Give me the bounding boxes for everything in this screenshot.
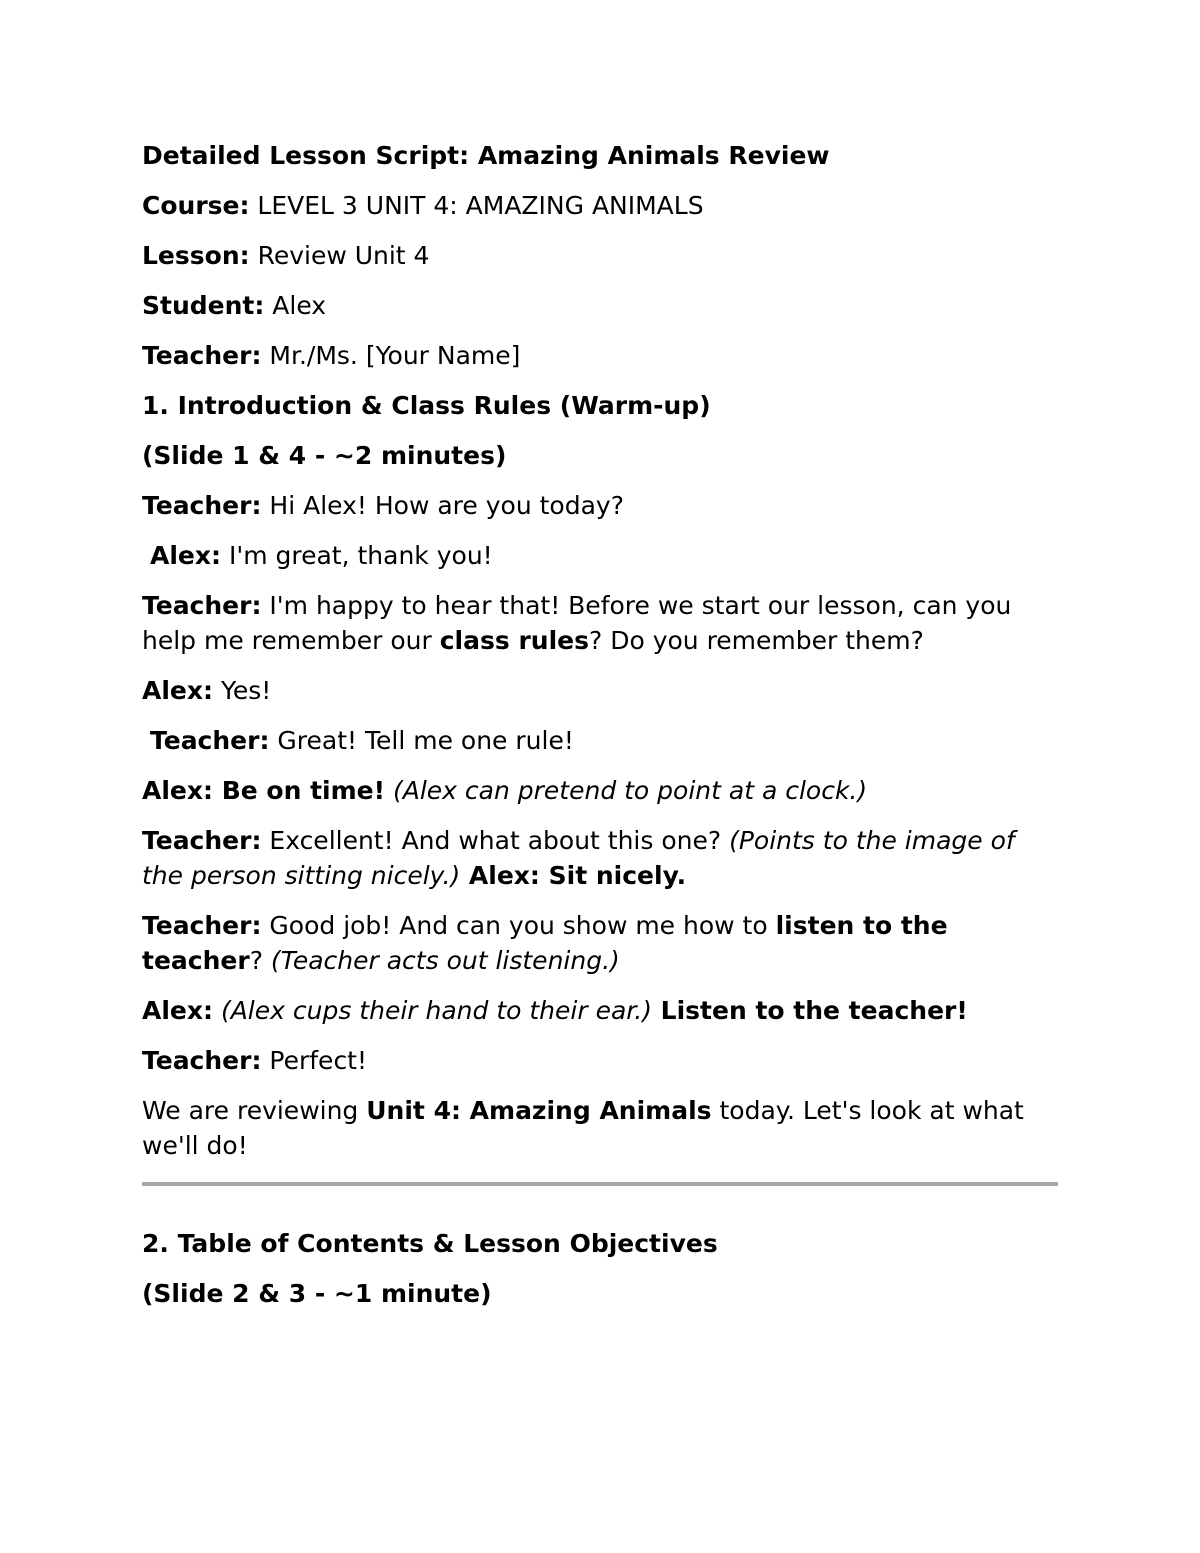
dialogue-text: Great! Tell me one rule! xyxy=(269,726,574,755)
speaker-label: Teacher: xyxy=(150,726,270,755)
emphasis-text: Alex: Sit nicely. xyxy=(460,861,687,890)
speaker-label: Teacher: xyxy=(142,1046,262,1075)
horizontal-divider xyxy=(142,1182,1058,1186)
dialogue-text: today. Let's look at what we'll do! xyxy=(142,1096,1024,1160)
course-value: LEVEL 3 UNIT 4: AMAZING ANIMALS xyxy=(249,191,704,220)
dialogue-text: I'm happy to hear that! Before we start our lesson, can you help me remember our xyxy=(142,591,1012,655)
document-page xyxy=(142,138,1058,1326)
section-1-timing: (Slide 1 & 4 - ~2 minutes) xyxy=(142,441,507,470)
section-2-heading: 2. Table of Contents & Lesson Objectives xyxy=(142,1229,718,1258)
emphasis-text: listen to the teacher xyxy=(142,911,948,975)
dialogue-text: Perfect! xyxy=(261,1046,368,1075)
teacher-line xyxy=(142,338,1058,373)
teacher-label: Teacher: xyxy=(142,341,262,370)
dialogue-text: Good job! And can you show me how to xyxy=(261,911,776,940)
dialogue-line xyxy=(142,773,1058,808)
student-value: Alex xyxy=(264,291,327,320)
emphasis-text: Unit 4: Amazing Animals xyxy=(366,1096,712,1125)
lesson-label: Lesson: xyxy=(142,241,250,270)
dialogue-line xyxy=(142,723,1058,758)
dialogue-line xyxy=(142,993,1058,1028)
dialogue-line xyxy=(142,1043,1058,1078)
lesson-value: Review Unit 4 xyxy=(249,241,430,270)
dialogue-text: I'm great, thank you! xyxy=(221,541,493,570)
emphasis-text: Listen to the teacher! xyxy=(651,996,968,1025)
dialogue-line xyxy=(142,908,1058,978)
dialogue-line xyxy=(142,1093,1058,1163)
dialogue-line xyxy=(142,673,1058,708)
speaker-label: Teacher: xyxy=(142,591,262,620)
course-line xyxy=(142,188,1058,223)
student-label: Student: xyxy=(142,291,265,320)
dialogue-line xyxy=(142,538,1058,573)
section-2-timing: (Slide 2 & 3 - ~1 minute) xyxy=(142,1279,492,1308)
emphasis-text: class rules xyxy=(439,626,589,655)
dialogue-text: ? xyxy=(249,946,271,975)
stage-direction: (Alex can pretend to point at a clock.) xyxy=(385,776,868,805)
speaker-label: Teacher: xyxy=(142,911,262,940)
speaker-label: Alex: Be on time! xyxy=(142,776,386,805)
speaker-label: Teacher: xyxy=(142,491,262,520)
dialogue-text: ? Do you remember them? xyxy=(588,626,924,655)
document-title: Detailed Lesson Script: Amazing Animals Review xyxy=(142,141,830,170)
dialogue-text: We are reviewing xyxy=(142,1096,367,1125)
dialogue-line xyxy=(142,823,1058,893)
section-1-heading: 1. Introduction & Class Rules (Warm-up) xyxy=(142,391,711,420)
course-label: Course: xyxy=(142,191,250,220)
dialogue-text: Excellent! And what about this one? xyxy=(261,826,730,855)
speaker-label: Alex: xyxy=(150,541,221,570)
speaker-label: Teacher: xyxy=(142,826,262,855)
dialogue-text: Yes! xyxy=(213,676,272,705)
speaker-label: Alex: xyxy=(142,996,213,1025)
dialogue-line xyxy=(142,488,1058,523)
lesson-line xyxy=(142,238,1058,273)
teacher-value: Mr./Ms. [Your Name] xyxy=(261,341,521,370)
dialogue-text: Hi Alex! How are you today? xyxy=(261,491,624,520)
stage-direction: (Points to the image of the person sitting nicely.) xyxy=(142,826,1015,890)
speaker-label: Alex: xyxy=(142,676,213,705)
stage-direction: (Teacher acts out listening.) xyxy=(270,946,620,975)
student-line xyxy=(142,288,1058,323)
dialogue-line xyxy=(142,588,1058,658)
stage-direction: (Alex cups their hand to their ear.) xyxy=(213,996,652,1025)
